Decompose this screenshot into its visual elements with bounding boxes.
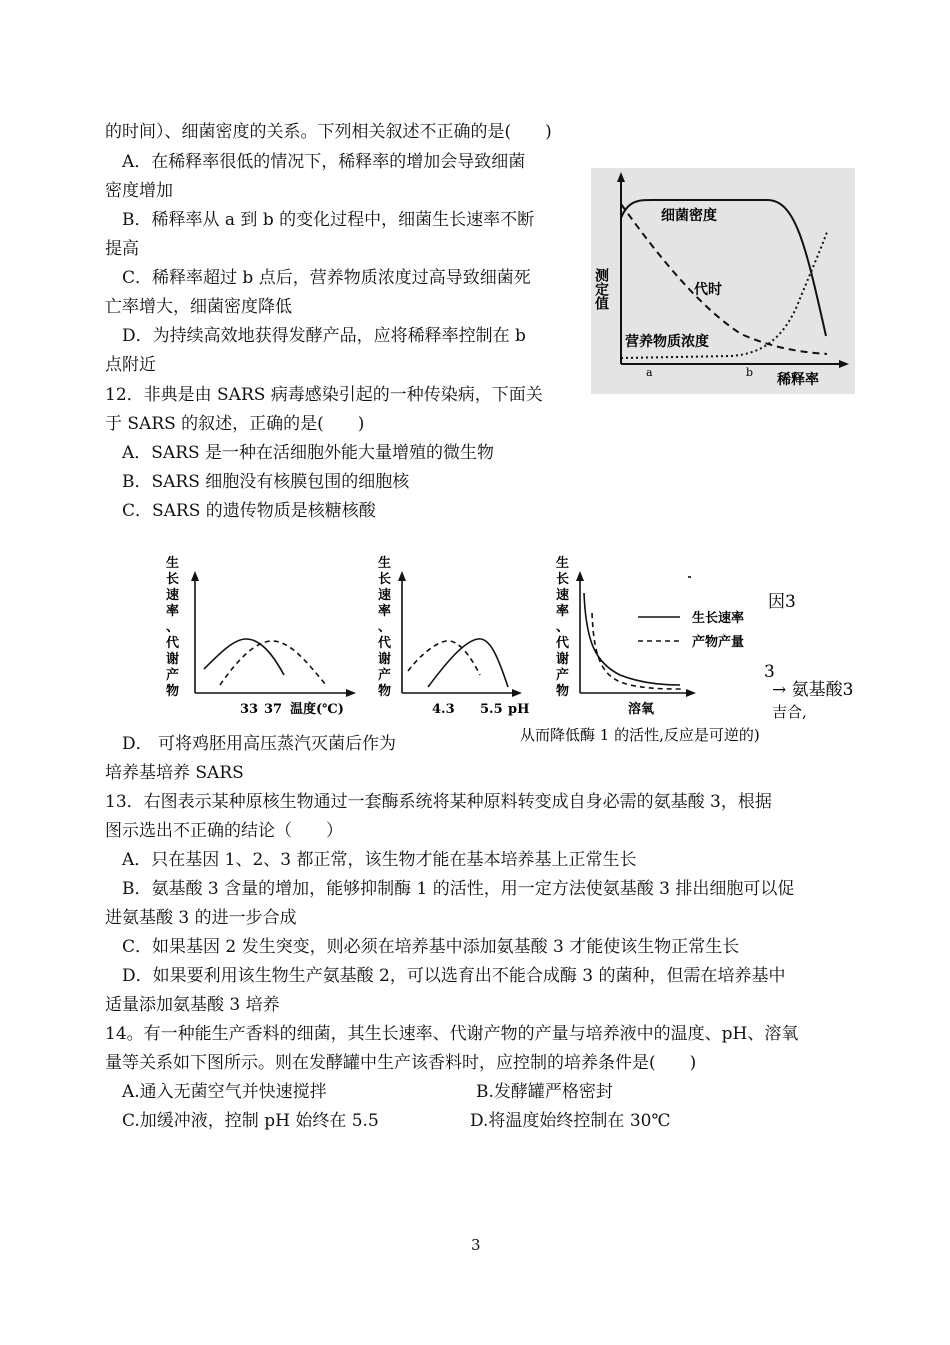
temperature-product-curve [220,641,326,685]
q14-option-d: D.将温度始终控制在 30℃ [470,1111,671,1131]
q12-option-c: C．SARS 的遗传物质是核糖核酸 [122,501,376,521]
svg-text:产: 产 [556,668,570,683]
svg-text:物: 物 [378,684,392,699]
q14-option-a: A.通入无菌空气并快速搅拌 [122,1082,327,1102]
svg-text:率: 率 [556,604,570,619]
graph-ph [378,555,529,717]
q14-option-b: B.发酵罐严格密封 [476,1082,613,1102]
temperature-unit: 温度(℃) [290,702,344,717]
q13-stem-2: 图示选出不正确的结论（ ） [105,821,343,841]
q14-stem-2: 量等关系如下图所示。则在发酵罐中生产该香料时，应控制的培养条件是( ) [105,1053,697,1073]
q14-option-c: C.加缓冲液，控制 pH 始终在 5.5 [122,1111,379,1131]
fragment-amino-acid-3: → 氨基酸3 [772,680,854,700]
graph-oxygen [556,555,744,717]
oxygen-product-curve [592,613,682,689]
svg-text:物: 物 [166,684,180,699]
ph-tick-43: 4.3 [432,702,455,717]
q11-option-c: C．稀释率超过 b 点后，营养物质浓度过高导致细菌死 [122,268,531,288]
svg-text:速: 速 [556,588,570,603]
svg-text:代: 代 [378,636,392,651]
ph-growth-curve [428,639,508,687]
q13-option-d-cont: 适量添加氨基酸 3 培养 [105,995,280,1015]
q11-figure [591,168,855,394]
svg-text:谢: 谢 [378,652,392,667]
svg-text:产: 产 [166,668,180,683]
q12-stem-1: 12．非典是由 SARS 病毒感染引起的一种传染病，下面关 [105,385,543,405]
svg-text:生: 生 [378,556,392,571]
svg-text:物: 物 [556,684,570,699]
svg-text:谢: 谢 [166,652,180,667]
temperature-tick-33: 33 [240,702,259,717]
svg-text:代: 代 [556,636,570,651]
legend-growth-label: 生长速率 [692,611,745,626]
q13-option-b: B．氨基酸 3 含量的增加，能够抑制酶 1 的活性，用一定方法使氨基酸 3 排出细胞可以促 [122,879,795,899]
fragment-3: 3 [764,662,775,682]
tick-a: a [646,366,653,379]
svg-text:率: 率 [166,604,180,619]
legend-product-label: 产物产量 [692,635,745,650]
x-axis-label: 稀释率 [777,372,819,388]
q12-option-a: A．SARS 是一种在活细胞外能大量增殖的微生物 [122,443,495,463]
oxygen-growth-curve [584,593,680,685]
figure-background [591,168,855,394]
ph-tick-55: 5.5 [480,702,503,717]
fragment-enzyme-note: 从而降低酶 1 的活性,反应是可逆的) [520,726,760,744]
q11-option-d-cont: 点附近 [105,355,156,375]
q13-option-d: D．如果要利用该生物生产氨基酸 2，可以选育出不能合成酶 3 的菌种，但需在培养基中 [122,966,786,986]
oxygen-unit: 溶氧 [628,702,655,717]
svg-text:速: 速 [378,588,392,603]
graph-oxygen-y-label [556,555,570,699]
fragment-gene3: 因3 [768,592,796,612]
graph-ph-y-label [378,555,392,699]
q11-option-b: B．稀释率从 a 到 b 的变化过程中，细菌生长速率不断 [122,210,535,230]
temperature-tick-37: 37 [264,702,283,717]
graph-temperature [166,555,356,717]
q13-option-c: C．如果基因 2 发生突变，则必须在培养基中添加氨基酸 3 才能使该生物正常生长 [122,937,740,957]
q13-stem-1: 13．右图表示某种原核生物通过一套酶系统将某种原料转变成自身必需的氨基酸 3，根据 [105,792,772,812]
ph-product-curve [408,641,480,675]
svg-text:速: 速 [166,588,180,603]
svg-text:率: 率 [378,604,392,619]
label-bacterial-density: 细菌密度 [661,208,717,224]
svg-text:长: 长 [378,572,392,587]
svg-text:长: 长 [556,572,570,587]
tick-b: b [746,366,754,379]
svg-text:、: 、 [166,620,180,635]
q11-option-a: A．在稀释率很低的情况下，稀释率的增加会导致细菌 [122,152,526,172]
q14-stem-1: 14。有一种能生产香料的细菌，其生长速率、代谢产物的产量与培养液中的温度、pH、溶氧 [105,1024,799,1044]
svg-text:生: 生 [166,556,180,571]
fragment-binding: 吉合, [772,703,807,721]
graph-temperature-y-label [166,555,180,699]
q13-option-a: A．只在基因 1、2、3 都正常，该生物才能在基本培养基上正常生长 [122,850,637,870]
temperature-growth-curve [204,639,284,675]
svg-text:、: 、 [378,620,392,635]
q11-line-1: 的时间）、细菌密度的关系。下列相关叙述不正确的是( ) [105,122,552,142]
svg-text:生: 生 [556,556,570,571]
label-generation-time: 代时 [694,282,722,298]
q13-option-b-cont: 进氨基酸 3 的进一步合成 [105,908,297,928]
q12-option-d: D． 可将鸡胚用高压蒸汽灭菌后作为 [122,734,397,754]
q14-graphs [160,553,870,748]
page-number: 3 [471,1236,481,1254]
svg-text:产: 产 [378,668,392,683]
q11-option-b-cont: 提高 [105,239,139,259]
svg-text:长: 长 [166,572,180,587]
q11-option-a-cont: 密度增加 [105,181,173,201]
svg-text:谢: 谢 [556,652,570,667]
q12-option-d-cont: 培养基培养 SARS [105,763,244,783]
label-nutrient-concentration: 营养物质浓度 [625,334,709,350]
q12-stem-2: 于 SARS 的叙述，正确的是( ) [105,414,365,434]
ph-unit: pH [508,702,530,717]
q11-option-d: D．为持续高效地获得发酵产品，应将稀释率控制在 b [122,326,526,346]
q11-option-c-cont: 亡率增大，细菌密度降低 [105,297,292,317]
svg-text:、: 、 [556,620,570,635]
q12-option-b: B．SARS 细胞没有核膜包围的细胞核 [122,472,410,492]
y-axis-label: 测定值 [593,268,609,310]
svg-text:代: 代 [166,636,180,651]
